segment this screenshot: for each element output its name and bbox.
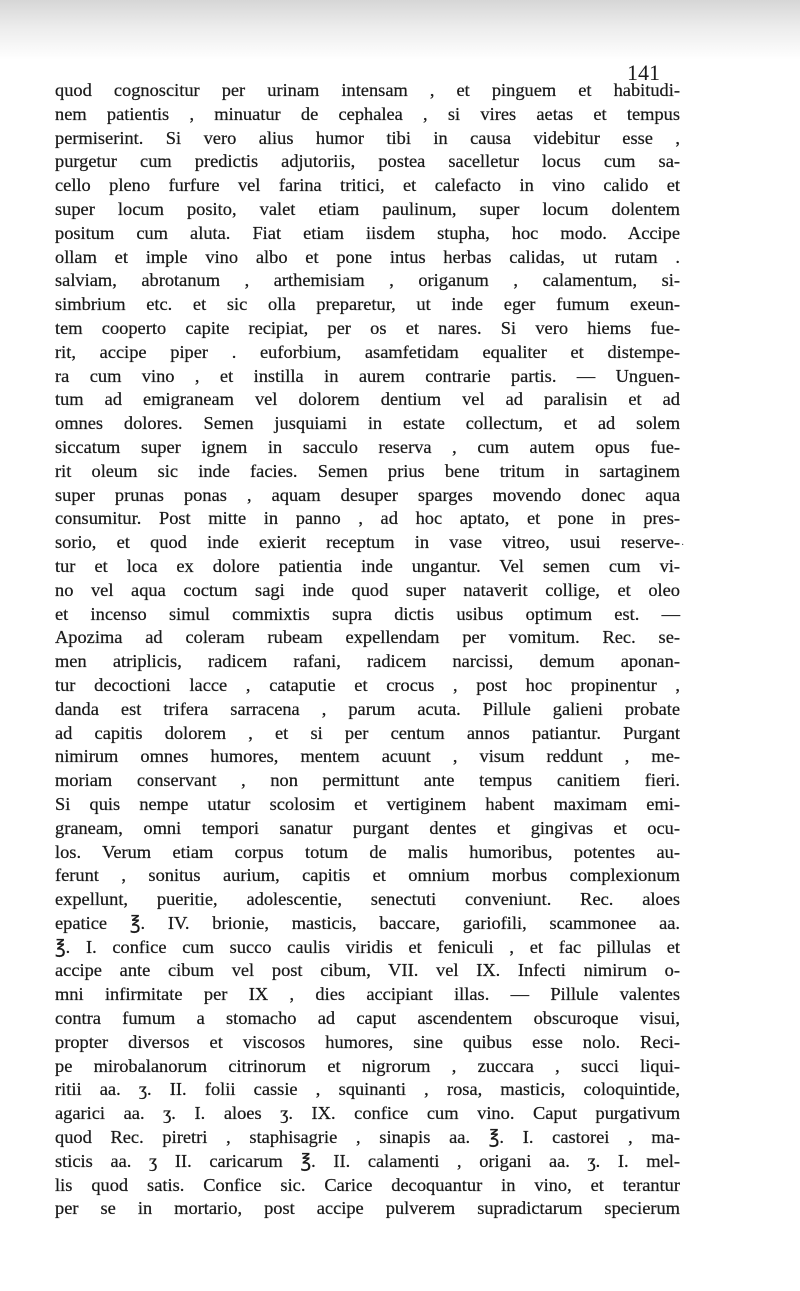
text-line: ra cum vino , et instilla in aurem contrarie partis. — Unguen- [55, 365, 680, 386]
text-line: ad capitis dolorem , et si per centum annos patiantur. Purgant [55, 722, 680, 743]
text-line: ℥. I. confice cum succo caulis viridis et feniculi , et fac pillulas et [55, 936, 680, 957]
text-line: graneam, omni tempori sanatur purgant dentes et gingivas et ocu- [55, 817, 680, 838]
text-line: rit, accipe piper . euforbium, asamfetidam equaliter et distempe- [55, 341, 680, 362]
text-line: ferunt , sonitus aurium, capitis et omnium morbus complexionum [55, 865, 680, 886]
text-line: salviam, abrotanum , arthemisiam , origanum , calamentum, si- [55, 270, 680, 291]
text-line: expellunt, pueritie, adolescentie, senectuti conveniunt. Rec. aloes [55, 889, 680, 910]
text-line: Apozima ad coleram rubeam expellendam per vomitum. Rec. se- [55, 627, 680, 648]
text-line: tur decoctioni lacce , cataputie et crocus , post hoc propinentur , [55, 674, 680, 695]
page-top-shadow [0, 0, 800, 60]
text-line: permiserint. Si vero alius humor tibi in causa videbitur esse , [55, 127, 680, 148]
text-line: accipe ante cibum vel post cibum, VII. vel IX. Infecti nimirum o- [55, 960, 680, 981]
text-line: quod Rec. piretri , staphisagrie , sinapis aa. ℥. I. castorei , ma- [55, 1127, 680, 1148]
text-line: moriam conservant , non permittunt ante tempus canitiem fieri. [55, 770, 680, 791]
margin-mark: · [681, 540, 685, 551]
text-line: ritii aa. ʒ. II. folii cassie , squinanti , rosa, masticis, coloquintide, [55, 1079, 680, 1100]
text-line: los. Verum etiam corpus totum de malis humoribus, potentes au- [55, 841, 680, 862]
text-line: epatice ℥. IV. brionie, masticis, baccare, gariofili, scammonee aa. [55, 912, 680, 933]
text-line: propter diversos et viscosos humores, sine quibus esse nolo. Reci- [55, 1031, 680, 1052]
text-line: nem patientis , minuatur de cephalea , si vires aetas et tempus [55, 103, 680, 124]
text-line: agarici aa. ʒ. I. aloes ʒ. IX. confice cum vino. Caput purgativum [55, 1103, 680, 1124]
text-line: pe mirobalanorum citrinorum et nigrorum , zuccara , succi liqui- [55, 1055, 680, 1076]
text-line: men atriplicis, radicem rafani, radicem narcissi, demum aponan- [55, 651, 680, 672]
text-line: contra fumum a stomacho ad caput ascendentem obscuroque visui, [55, 1008, 680, 1029]
text-line: tur et loca ex dolore patientia inde ungantur. Vel semen cum vi- [55, 555, 680, 576]
text-line: nimirum omnes humores, mentem acuunt , visum reddunt , me- [55, 746, 680, 767]
text-line: consumitur. Post mitte in panno , ad hoc aptato, et pone in pres- [55, 508, 680, 529]
text-line: sticis aa. ʒ II. caricarum ℥. II. calamenti , origani aa. ʒ. I. mel- [55, 1150, 680, 1171]
text-line: super prunas ponas , aquam desuper sparges movendo donec aqua [55, 484, 680, 505]
text-line: super locum posito, valet etiam paulinum, super locum dolentem [55, 198, 680, 219]
text-line: quod cognoscitur per urinam intensam , et pinguem et habitudi- [55, 80, 680, 100]
text-line: ollam et imple vino albo et pone intus herbas calidas, ut rutam . [55, 246, 680, 267]
text-line: simbrium etc. et sic olla preparetur, ut inde eger fumum exeun- [55, 294, 680, 315]
text-line: cello pleno furfure vel farina tritici, et calefacto in vino calido et [55, 175, 680, 196]
text-line: danda est trifera sarracena , parum acuta. Pillule galieni probate [55, 698, 680, 719]
text-line: no vel aqua coctum sagi inde quod super nataverit collige, et oleo [55, 579, 680, 600]
text-line: mni infirmitate per IX , dies accipiant illas. — Pillule valentes [55, 984, 680, 1005]
text-line: rit oleum sic inde facies. Semen prius bene tritum in sartaginem [55, 460, 680, 481]
text-line: lis quod satis. Confice sic. Carice decoquantur in vino, et terantur [55, 1174, 680, 1195]
text-line: positum cum aluta. Fiat etiam iisdem stupha, hoc modo. Accipe [55, 222, 680, 243]
text-line: purgetur cum predictis adjutoriis, postea sacelletur locus cum sa- [55, 151, 680, 172]
text-line: omnes dolores. Semen jusquiami in estate collectum, et ad solem [55, 413, 680, 434]
text-line: per se in mortario, post accipe pulverem supradictarum specierum [55, 1198, 680, 1219]
page-number: 141 [627, 60, 660, 85]
text-line: tum ad emigraneam vel dolorem dentium vel ad paralisin et ad [55, 389, 680, 410]
text-line: siccatum super ignem in sacculo reserva , cum autem opus fue- [55, 436, 680, 457]
text-line: Si quis nempe utatur scolosim et vertiginem habent maximam emi- [55, 793, 680, 814]
text-line: sorio, et quod inde exierit receptum in vase vitreo, usui reserve- [55, 532, 680, 553]
text-line: tem cooperto capite recipiat, per os et nares. Si vero hiems fue- [55, 317, 680, 338]
body-text [55, 79, 680, 1221]
text-line: et incenso simul commixtis supra dictis usibus optimum est. — [55, 603, 680, 624]
